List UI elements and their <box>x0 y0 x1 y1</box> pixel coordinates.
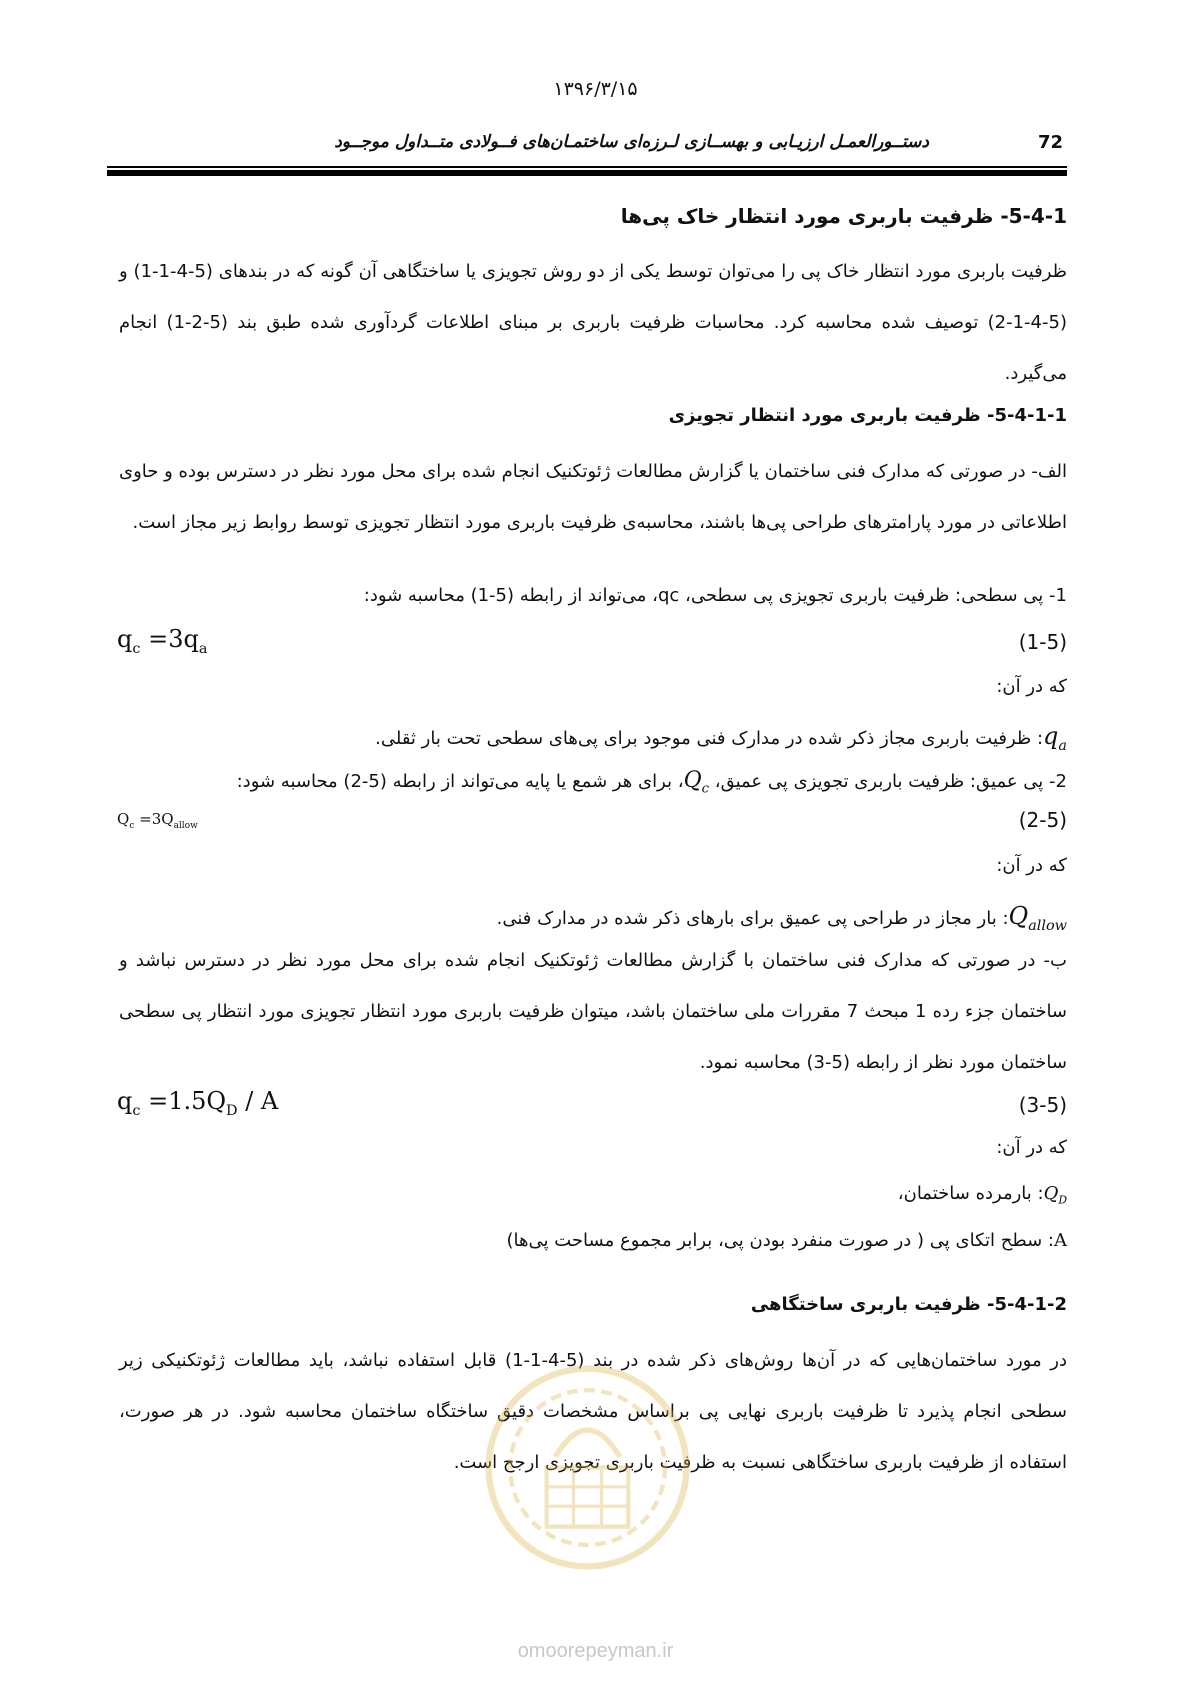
equation-1-number: (1-5) <box>1018 630 1067 654</box>
section-5-4-1-2-body: در مورد ساختمان‌هایی که در آن‌ها روش‌های ذکر شده در بند (5-4-1-1) قابل استفاده نباشد، باید مطالعات ژئوتکنیکی زیر سطحی انجام پذیرد تا ظرفیت باربری نهایی پی براساس مشخصات دقیق ساختگاه ساختمان محاسبه شود. در هر صورت، استفاده از ظرفیت باربری ساختگاهی نسبت به ظرفیت باربری تجویزی ارجح است. <box>119 1350 1067 1473</box>
header-rule-thin <box>107 166 1067 168</box>
definition-qd: $Q_D$: بارمرده ساختمان، <box>897 1183 1067 1207</box>
item-1-shallow-foundation: 1- پی سطحی: ظرفیت باربری تجویزی پی سطحی، qc، می‌تواند از رابطه (5-1) محاسبه شود: <box>363 585 1067 606</box>
section-heading-5-4-1: 5-4-1- ظرفیت باربری مورد انتظار خاک پی‌ها <box>620 204 1067 228</box>
equation-1: $q_c =3q_a$ <box>117 625 208 657</box>
watermark-seal-icon <box>480 1360 695 1575</box>
paragraph-be: ب- در صورتی که مدارک فنی ساختمان با گزارش مطالعات ژئوتکنیک انجام شده برای محل مورد نظر در دسترس نباشد و ساختمان جزء رده 1 مبحث 7 مقررات ملی ساختمان باشد، میتوان ظرفیت باربری مورد انتظار تجویزی مورد انتظار پی سطحی ساختمان مورد نظر از رابطه (5-3) محاسبه نمود. <box>119 950 1068 1073</box>
watermark-site: omoorepeyman.ir <box>517 1640 674 1662</box>
where-label-3: که در آن: <box>996 1137 1067 1158</box>
definition-qa: $q_a$: ظرفیت باربری مجاز ذکر شده در مدارک فنی موجود برای پی‌های سطحی تحت بار ثقلی. <box>375 722 1067 754</box>
paragraph-alef: الف- در صورتی که مدارک فنی ساختمان یا گزارش مطالعات ژئوتکنیک انجام شده برای محل مورد نظر در دسترس بوده و حاوی اطلاعاتی در مورد پارامترهای طراحی پی‌ها باشند، محاسبه‌ی ظرفیت باربری مورد انتظار تجویزی توسط روابط زیر مجاز است. <box>119 461 1067 533</box>
equation-3: $q_c =1.5Q_D / A$ <box>117 1087 279 1119</box>
section-heading-5-4-1-2: 5-4-1-2- ظرفیت باربری ساختگاهی <box>750 1294 1067 1315</box>
definition-a: A: سطح اتکای پی ( در صورت منفرد بودن پی، برابر مجموع مساحت پی‌ها) <box>506 1230 1067 1251</box>
page-number: 72 <box>1038 132 1064 153</box>
definition-qallow: $Q_{allow}$: بار مجاز در طراحی پی عمیق برای بارهای ذکر شده در مدارک فنی. <box>496 902 1067 934</box>
section-heading-5-4-1-1: 5-4-1-1- ظرفیت باربری مورد انتظار تجویزی <box>668 405 1067 426</box>
where-label-2: که در آن: <box>996 855 1067 876</box>
document-date: ۱۳۹۶/۳/۱۵ <box>553 78 638 100</box>
equation-2-number: (2-5) <box>1018 808 1067 832</box>
section-5-4-1-body: ظرفیت باربری مورد انتظار خاک پی را می‌توان توسط یکی از دو روش تجویزی یا ساختگاهی آن گونه که در بندهای (5-4-1-1) و (5-4-1-2) توصیف شده محاسبه کرد. محاسبات ظرفیت باربری بر مبنای اطلاعات گردآوری شده طبق بند (5-2-1) انجام می‌گیرد. <box>119 261 1067 384</box>
running-title: دستــورالعمـل ارزیـابی و بهســازی لـرزه‌ای ساختمـان‌های فــولادی متــداول موجــود <box>334 132 929 152</box>
equation-3-number: (3-5) <box>1018 1093 1067 1117</box>
where-label-1: که در آن: <box>996 676 1067 697</box>
header-rule-thick <box>107 170 1067 176</box>
item-2-deep-foundation: 2- پی عمیق: ظرفیت باربری تجویزی پی عمیق، $Q_c،$ برای هر شمع یا پایه می‌تواند از رابطه (5-2) محاسبه شود: <box>236 768 1067 797</box>
equation-2: $Q_c =3Q_{allow}$ <box>117 810 198 831</box>
